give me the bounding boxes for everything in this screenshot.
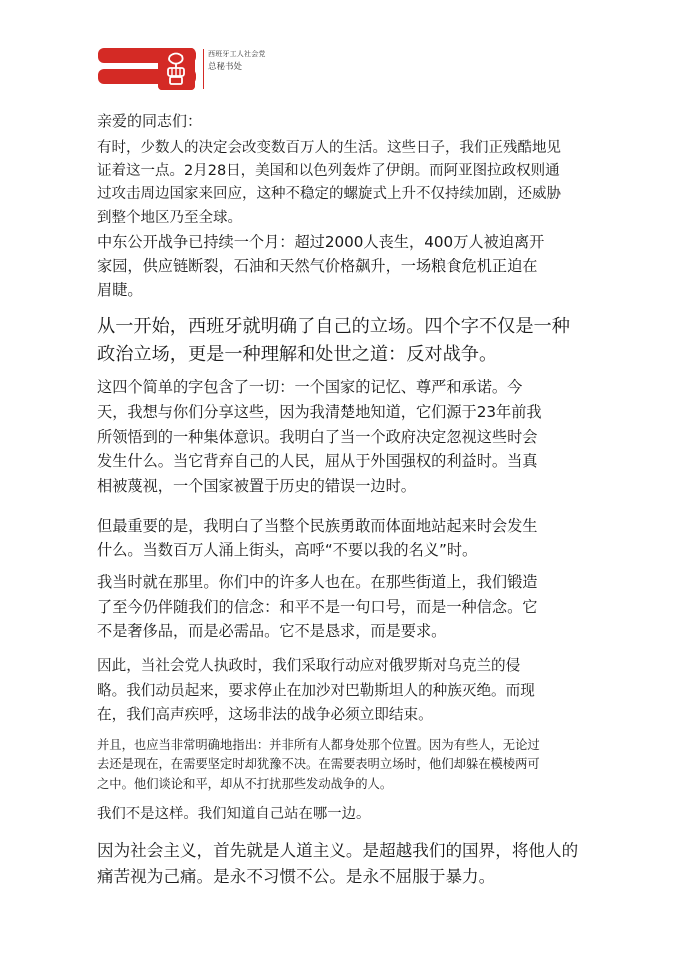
paragraph-line: 过攻击周边国家来回应，这种不稳定的螺旋式上升不仅持续加剧，还威胁 — [97, 186, 561, 203]
paragraph-line: 家园，供应链断裂，石油和天然气价格飙升，一场粮食危机正迫在 — [97, 256, 538, 275]
paragraph-line: 政治立场，更是一种理解和处世之道：反对战争。 — [97, 343, 498, 365]
paragraph-line: 我们不是这样。我们知道自己站在哪一边。 — [97, 806, 371, 822]
org-name: 西班牙工人社会党 — [208, 50, 266, 58]
paragraph-line: 但最重要的是，我明白了当整个民族勇敢而体面地站起来时会发生 — [97, 517, 538, 535]
paragraph-line: 之中。他们谈论和平，却从不打扰那些发动战争的人。 — [97, 776, 393, 791]
paragraph-line: 并且，也应当非常明确地指出：并非所有人都身处那个位置。因为有些人，无论过 — [97, 738, 540, 752]
paragraph-line: 略。我们动员起来，要求停止在加沙对巴勒斯坦人的种族灭绝。而现 — [97, 681, 535, 699]
paragraph-line: 什么。当数百万人涌上街头，高呼“不要以我的名义”时。 — [97, 541, 478, 559]
paragraph-line: 天，我想与你们分享这些，因为我清楚地知道，它们源于23年前我 — [97, 402, 542, 421]
paragraph-2 — [97, 231, 544, 302]
paragraph-line: 所领悟到的一种集体意识。我明白了当一个政府决定忽视这些时会 — [97, 427, 538, 446]
paragraph-4 — [97, 375, 542, 499]
letterhead-divider — [203, 49, 204, 89]
paragraph-line: 去还是现在，在需要坚定时却犹豫不决。在需要表明立场时，他们却躲在模棱两可 — [97, 757, 540, 772]
paragraph-line: 因此，当社会党人执政时，我们采取行动应对俄罗斯对乌克兰的侵 — [97, 657, 521, 674]
paragraph-line: 痛苦视为己痛。是永不习惯不公。是永不屈服于暴力。 — [97, 866, 496, 886]
paragraph-line: 证着这一点。2月28日，美国和以色列轰炸了伊朗。而阿亚图拉政权则通 — [97, 163, 560, 180]
paragraph-line: 从一开始，西班牙就明确了自己的立场。四个字不仅是一种 — [97, 316, 570, 337]
paragraph-1 — [97, 137, 561, 230]
paragraph-line: 中东公开战争已持续一个月：超过2000人丧生，400万人被迫离开 — [97, 233, 545, 251]
paragraph-8 — [97, 736, 540, 794]
org-department: 总秘书处 — [208, 62, 243, 72]
paragraph-line: 因为社会主义，首先就是人道主义。是超越我们的国界，将他人的 — [97, 841, 579, 860]
paragraph-10 — [97, 838, 578, 889]
paragraph-3 — [97, 313, 570, 368]
paragraph-line: 发生什么。当它背弃自己的人民，屈从于外国强权的利益时。当真 — [97, 452, 538, 471]
paragraph-5 — [97, 514, 537, 562]
paragraph-line: 不是奢侈品，而是必需品。它不是恳求，而是要求。 — [97, 622, 447, 640]
paragraph-line: 眉睫。 — [97, 280, 143, 299]
paragraph-7 — [97, 654, 535, 728]
salutation: 亲爱的同志们： — [97, 112, 203, 130]
paragraph-line: 在，我们高声疾呼，这场非法的战争必须立即结束。 — [97, 706, 433, 724]
paragraph-line: 到整个地区乃至全球。 — [97, 209, 242, 226]
psoe-logo — [98, 46, 298, 96]
paragraph-line: 这四个简单的字包含了一切：一个国家的记忆、尊严和承诺。今 — [97, 378, 523, 396]
paragraph-line: 相被蔑视，一个国家被置于历史的错误一边时。 — [97, 477, 416, 496]
paragraph-6 — [97, 570, 537, 644]
paragraph-line: 我当时就在那里。你们中的许多人也在。在那些街道上，我们锻造 — [97, 573, 538, 591]
paragraph-line: 有时，少数人的决定会改变数百万人的生活。这些日子，我们正残酷地见 — [97, 140, 561, 156]
rose-fist-glyph — [158, 48, 195, 90]
paragraph-9 — [97, 803, 370, 825]
psoe-rose-fist-icon — [158, 48, 195, 90]
paragraph-line: 了至今仍伴随我们的信念：和平不是一句口号，而是一种信念。它 — [97, 597, 538, 616]
